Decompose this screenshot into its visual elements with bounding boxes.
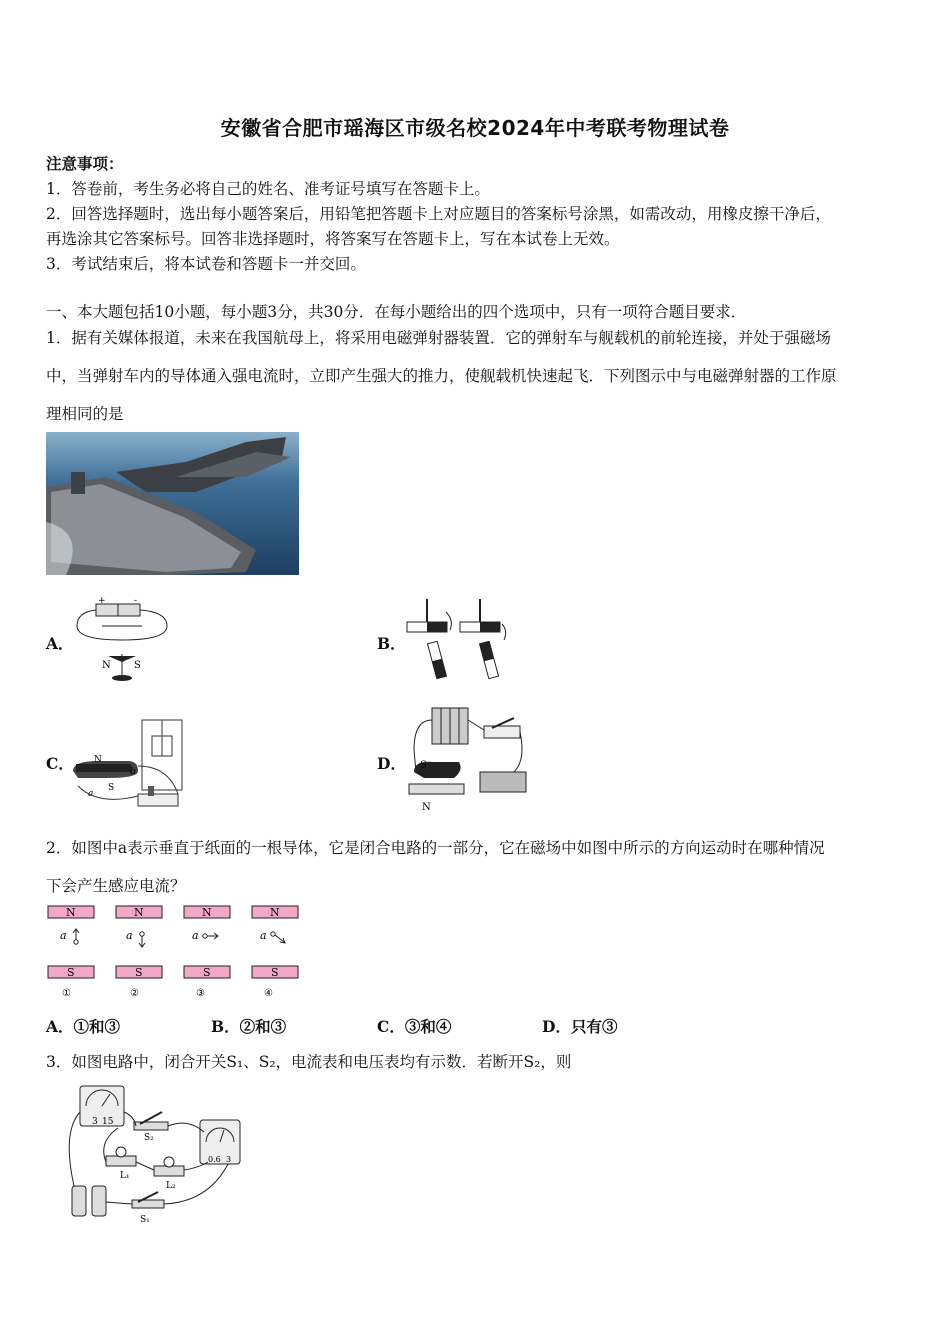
figure-label-3: ③ xyxy=(196,988,205,999)
q2-line-1: 2．如图中a表示垂直于纸面的一根导体，它是闭合电路的一部分，它在磁场中如图中所示的方向运动时在哪种情况 xyxy=(46,839,825,857)
section-heading: 一、本大题包括10小题，每小题3分，共30分．在每小题给出的四个选项中，只有一项符合题目要求． xyxy=(46,303,747,321)
page-title: 安徽省合肥市瑶海区市级名校2024年中考联考物理试卷 xyxy=(220,116,730,140)
magnet-n-label-1: N xyxy=(66,906,76,919)
ammeter-label-3: 3 xyxy=(226,1155,232,1164)
notice-item-2-cont: 再选涂其它答案标号。回答非选择题时，将答案写在答题卡上，写在本试卷上无效。 xyxy=(46,230,620,248)
q2-option-a[interactable]: A．①和③ xyxy=(46,1017,121,1036)
svg-text:N: N xyxy=(94,755,102,765)
svg-text:+: + xyxy=(98,596,106,606)
magnet-s-label-3: S xyxy=(203,966,211,979)
q2-line-2: 下会产生感应电流？ xyxy=(46,877,186,895)
option-d-diagram xyxy=(404,700,529,812)
bulb-l1-label: L₁ xyxy=(120,1171,130,1181)
svg-text:S: S xyxy=(420,760,427,771)
switch-s2-label: S₂ xyxy=(144,1133,154,1143)
notice-item-2: 2．回答选择题时，选出每小题答案后，用铅笔把答题卡上对应题目的答案标号涂黑，如需改动，用橡皮擦干净后， xyxy=(46,205,831,223)
magnet-s-label-2: S xyxy=(135,966,143,979)
voltmeter-label-3: 3 xyxy=(92,1117,98,1127)
q1-option-b[interactable]: B． xyxy=(377,634,406,653)
notice-item-1: 1．答卷前，考生务必将自己的姓名、准考证号填写在答题卡上。 xyxy=(46,180,490,198)
svg-text:b: b xyxy=(130,767,136,777)
magnet-s-label-1: S xyxy=(67,966,75,979)
magnet-s-label-4: S xyxy=(271,966,279,979)
q1-line-1: 1．据有关媒体报道，未来在我国航母上，将采用电磁弹射器装置．它的弹射车与舰载机的前轮连接，并处于强磁场 xyxy=(46,329,831,347)
carrier-photo xyxy=(46,432,299,575)
option-a-diagram xyxy=(72,596,172,684)
svg-text:S: S xyxy=(108,783,115,793)
q1-line-3: 理相同的是 xyxy=(46,405,124,423)
conductor-label-2: a xyxy=(126,929,133,942)
q2-option-d[interactable]: D．只有③ xyxy=(542,1017,618,1036)
figure-label-2: ② xyxy=(130,988,139,999)
voltmeter-label-15: 15 xyxy=(102,1117,114,1127)
q1-option-c[interactable]: C． xyxy=(46,754,74,773)
q1-option-a[interactable]: A． xyxy=(46,634,74,653)
notice-item-3: 3．考试结束后，将本试卷和答题卡一并交回。 xyxy=(46,255,366,273)
bulb-l2-label: L₂ xyxy=(166,1181,176,1191)
q1-option-d[interactable]: D． xyxy=(377,754,406,773)
svg-text:-: - xyxy=(134,596,138,606)
q1-line-2: 中，当弹射车内的导体通入强电流时，立即产生强大的推力，使舰载机快速起飞．下列图示中与电磁弹射器的工作原 xyxy=(46,367,837,385)
q2-figures xyxy=(44,904,304,1000)
q2-option-b[interactable]: B．②和③ xyxy=(211,1017,287,1036)
conductor-label-4: a xyxy=(260,929,267,942)
svg-text:N: N xyxy=(102,660,111,671)
q2-option-c[interactable]: C．③和④ xyxy=(377,1017,452,1036)
option-b-diagram xyxy=(402,594,517,682)
q3-line: 3．如图电路中，闭合开关S₁、S₂，电流表和电压表均有示数．若断开S₂，则 xyxy=(46,1053,572,1071)
magnet-n-label-4: N xyxy=(270,906,280,919)
switch-s1-label: S₁ xyxy=(140,1215,150,1225)
magnet-n-label-2: N xyxy=(134,906,144,919)
svg-text:N: N xyxy=(422,802,431,812)
conductor-label-1: a xyxy=(60,929,67,942)
magnet-n-label-3: N xyxy=(202,906,212,919)
figure-label-1: ① xyxy=(62,988,71,999)
figure-label-4: ④ xyxy=(264,988,273,999)
conductor-label-3: a xyxy=(192,929,199,942)
ammeter-label-06: 0.6 xyxy=(208,1155,221,1164)
option-c-diagram xyxy=(68,716,193,812)
q3-circuit xyxy=(58,1082,258,1232)
svg-text:S: S xyxy=(134,660,141,671)
svg-text:a: a xyxy=(88,789,94,799)
notice-heading: 注意事项： xyxy=(46,154,124,173)
